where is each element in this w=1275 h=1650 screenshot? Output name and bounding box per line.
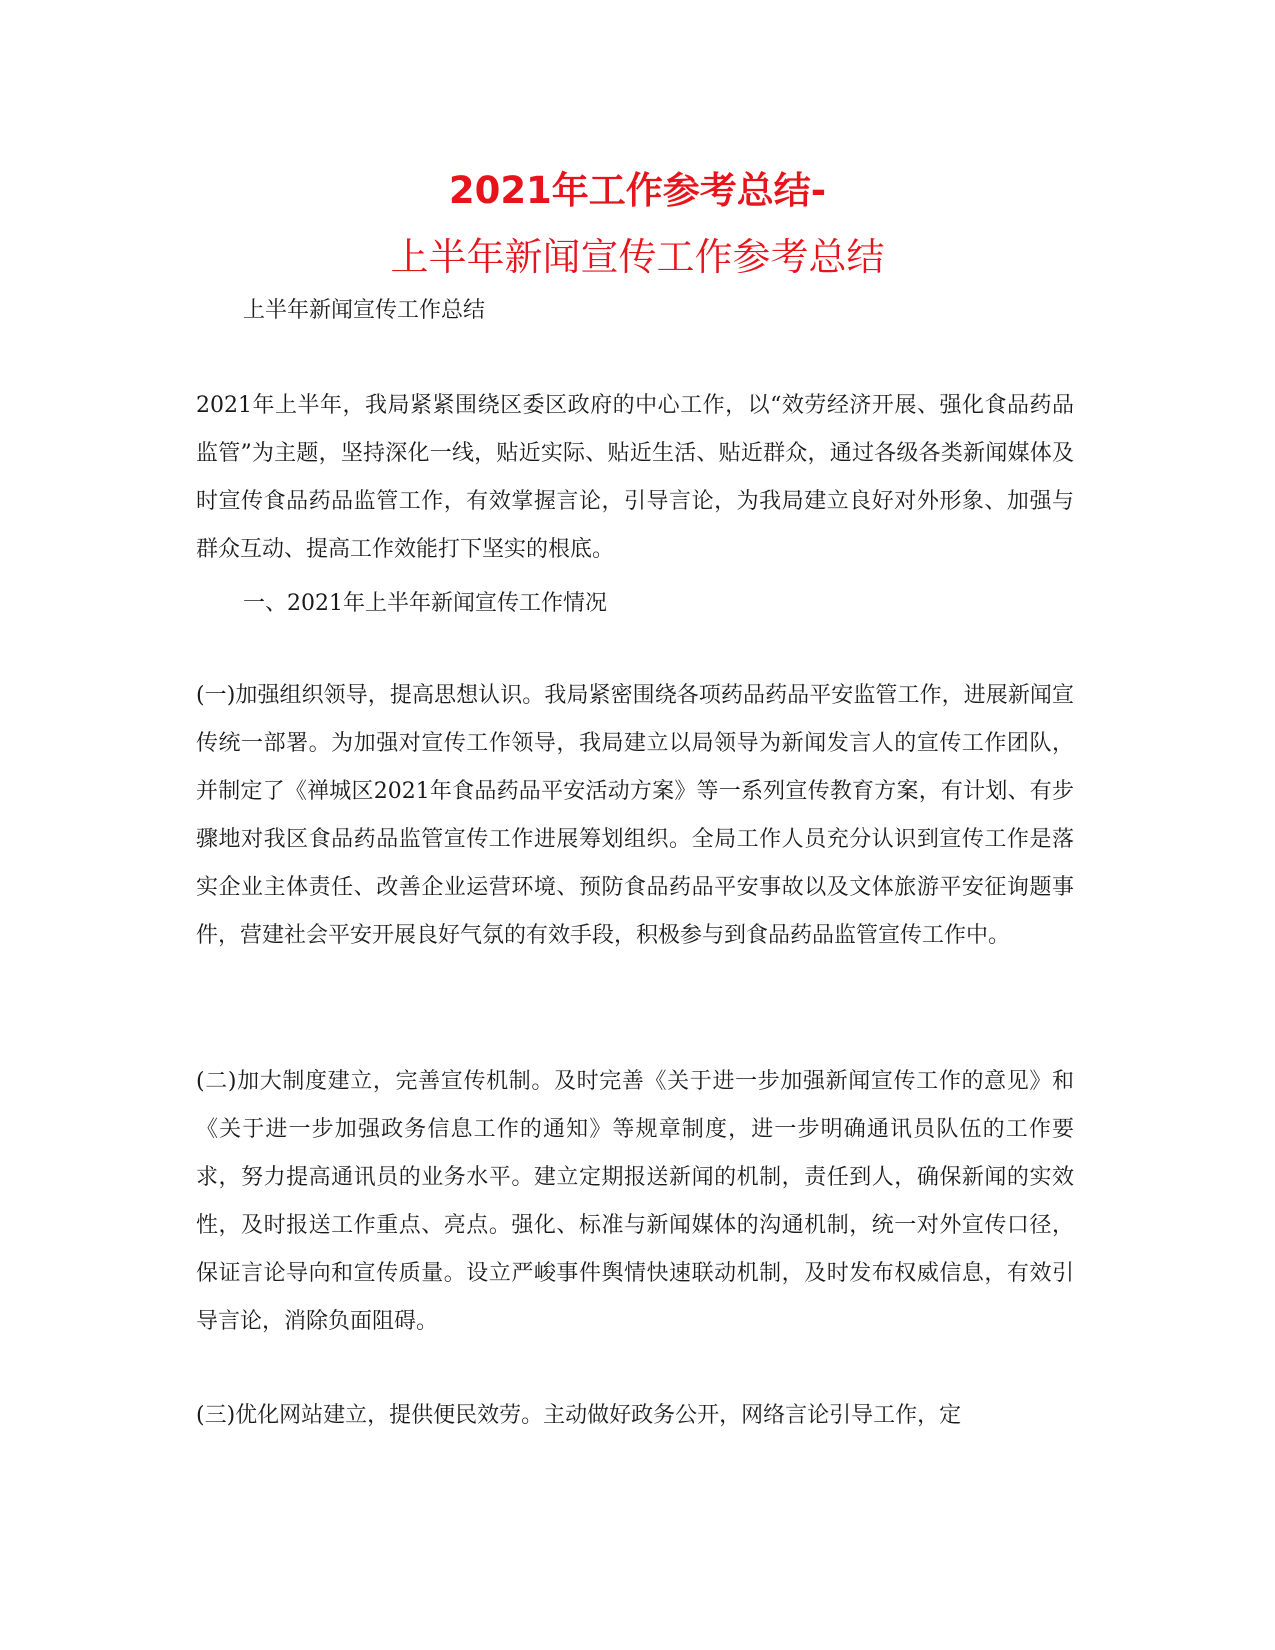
- section-1-heading: 一、2021年上半年新闻宣传工作情况: [243, 591, 607, 616]
- intro-paragraph: 2021年上半年，我局紧紧围绕区委区政府的中心工作，以“效劳经济开展、强化食品药品监管”为主题，坚持深化一线，贴近实际、贴近生活、贴近群众，通过各级各类新闻媒体及时宣传食品药品监管工作，有效掌握言论，引导言论，为我局建立良好对外形象、加强与群众互动、提高工作效能打下坚实的根底。: [196, 393, 1075, 562]
- paragraph-2: (二)加大制度建立，完善宣传机制。及时完善《关于进一步加强新闻宣传工作的意见》和《关于进一步加强政务信息工作的通知》等规章制度，进一步明确通讯员队伍的工作要求，努力提高通讯员的业务水平。建立定期报送新闻的机制，责任到人，确保新闻的实效性，及时报送工作重点、亮点。强化、标准与新闻媒体的沟通机制，统一对外宣传口径，保证言论导向和宣传质量。设立严峻事件舆情快速联动机制，及时发布权威信息，有效引导言论，消除负面阻碍。: [196, 1069, 1074, 1334]
- paragraph-1: (一)加强组织领导，提高思想认识。我局紧密围绕各项药品药品平安监管工作，进展新闻宣传统一部署。为加强对宣传工作领导，我局建立以局领导为新闻发言人的宣传工作团队，并制定了《禅城区2021年食品药品平安活动方案》等一系列宣传教育方案，有计划、有步骤地对我区食品药品监管宣传工作进展筹划组织。全局工作人员充分认识到宣传工作是落实企业主体责任、改善企业运营环境、预防食品药品平安事故以及文体旅游平安征询题事件，营建社会平安开展良好气氛的有效手段，积极参与到食品药品监管宣传工作中。: [196, 683, 1074, 948]
- document-title-line-2: 上半年新闻宣传工作参考总结: [390, 235, 885, 279]
- document-title-line-1: 2021年工作参考总结-: [448, 169, 827, 212]
- paragraph-3: (三)优化网站建立，提供便民效劳。主动做好政务公开，网络言论引导工作，定: [196, 1403, 962, 1428]
- document-subtitle: 上半年新闻宣传工作总结: [243, 298, 486, 323]
